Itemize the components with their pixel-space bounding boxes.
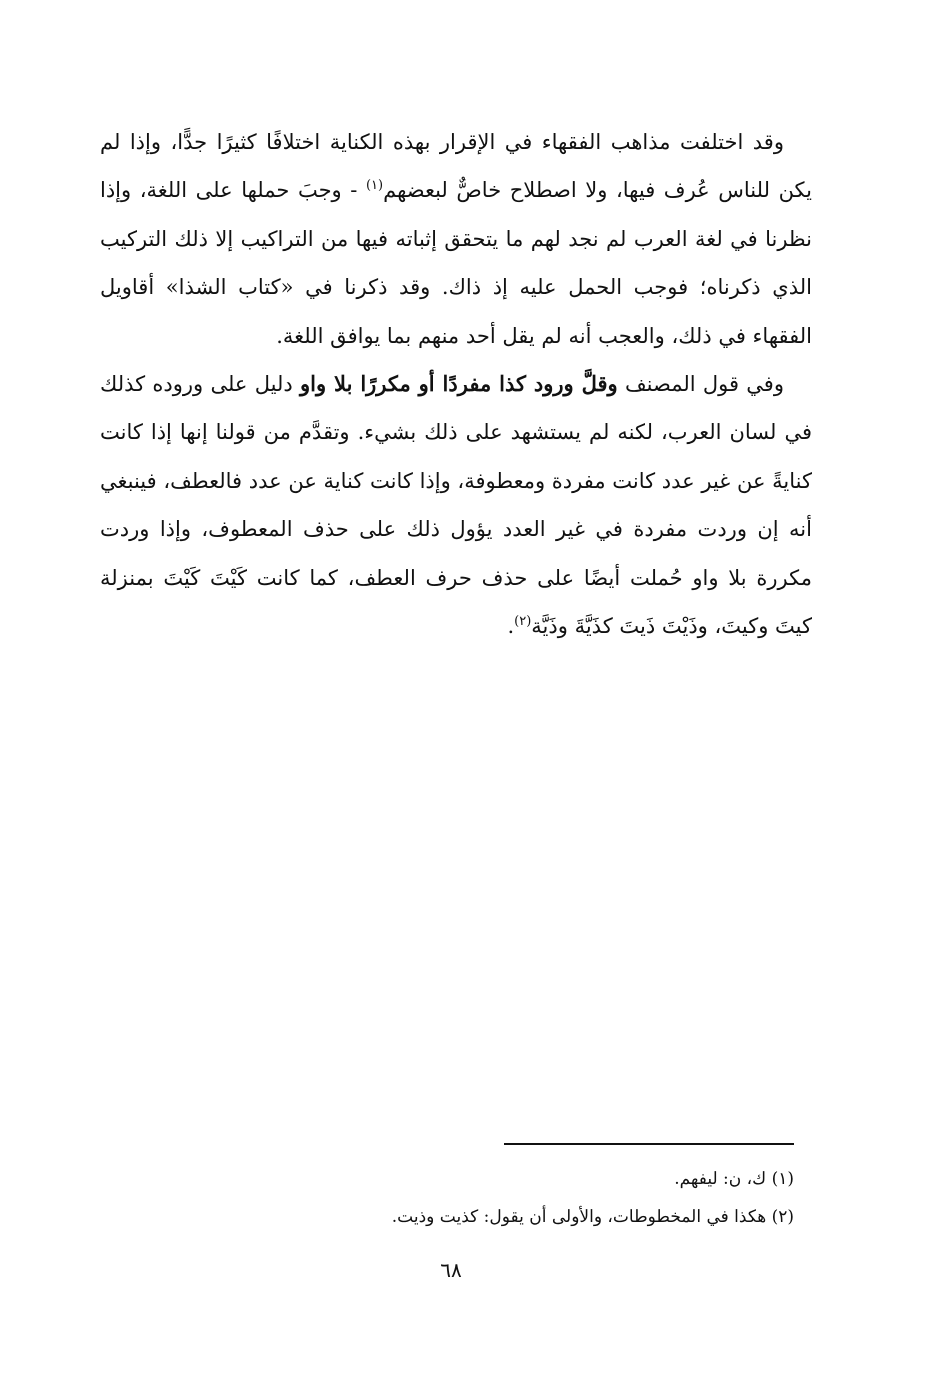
- footnote-2: (٢) هكذا في المخطوطات، والأولى أن يقول: كذيت وذيت.: [391, 1207, 794, 1227]
- paragraph-1: [100, 118, 812, 360]
- paragraph-2: [100, 360, 812, 650]
- paragraph-1-text: وقد اختلفت مذاهب الفقهاء في الإقرار بهذه الكناية اختلافًا كثيرًا جدًّا، وإذا لم يكن للناس عُرف فيها، ولا اصطلاح خاصٌّ لبعضهم: [100, 130, 812, 203]
- paragraph-2-text: دليل على وروده كذلك في لسان العرب، لكنه لم يستشهد على ذلك بشيء. وتقدَّم من قولنا إنها إذا كانت كنايةً عن غير عدد كانت مفردة ومعطوفة، وإذا كانت كناية عن عدد فالعطف، فينبغي أنه إن وردت مفردة في غير العدد يؤول ذلك على حذف المعطوف، وإذا وردت مكررة بلا واو حُملت أيضًا على حذف حرف العطف، كما كانت كَيْتَ كَيْتَ بمنزلة كيتَ وكيتَ، وذَيْتَ ذَيتَ كذَيَّةَ وذَيَّة: [100, 372, 812, 639]
- author-quote: وقلَّ ورود كذا مفردًا أو مكررًا بلا واو: [300, 371, 618, 397]
- paragraph-1-text-cont: - وجبَ حملها على اللغة، وإذا نظرنا في لغة العرب لم نجد لهم ما يتحقق إثباته فيها من التراكيب إلا ذلك التركيب الذي ذكرناه؛ فوجب الحمل عليه إذ ذاك. وقد ذكرنا في «كتاب الشذا» أقاويل الفقهاء في ذلك، والعجب أنه لم يقل أحد منهم بما يوافق اللغة.: [100, 178, 812, 348]
- footnote-ref-2: (٢): [514, 614, 532, 630]
- footnotes: [200, 1160, 794, 1236]
- footnote-1: (١) ك، ن: ليفهم.: [674, 1169, 794, 1189]
- paragraph-2-end: .: [507, 614, 515, 639]
- main-text: [100, 118, 812, 650]
- page-number: ٦٨: [440, 1258, 462, 1282]
- footnote-ref-1: (١): [365, 178, 384, 194]
- paragraph-2-lead: وفي قول المصنف: [617, 372, 784, 397]
- footnote-separator: [504, 1143, 794, 1145]
